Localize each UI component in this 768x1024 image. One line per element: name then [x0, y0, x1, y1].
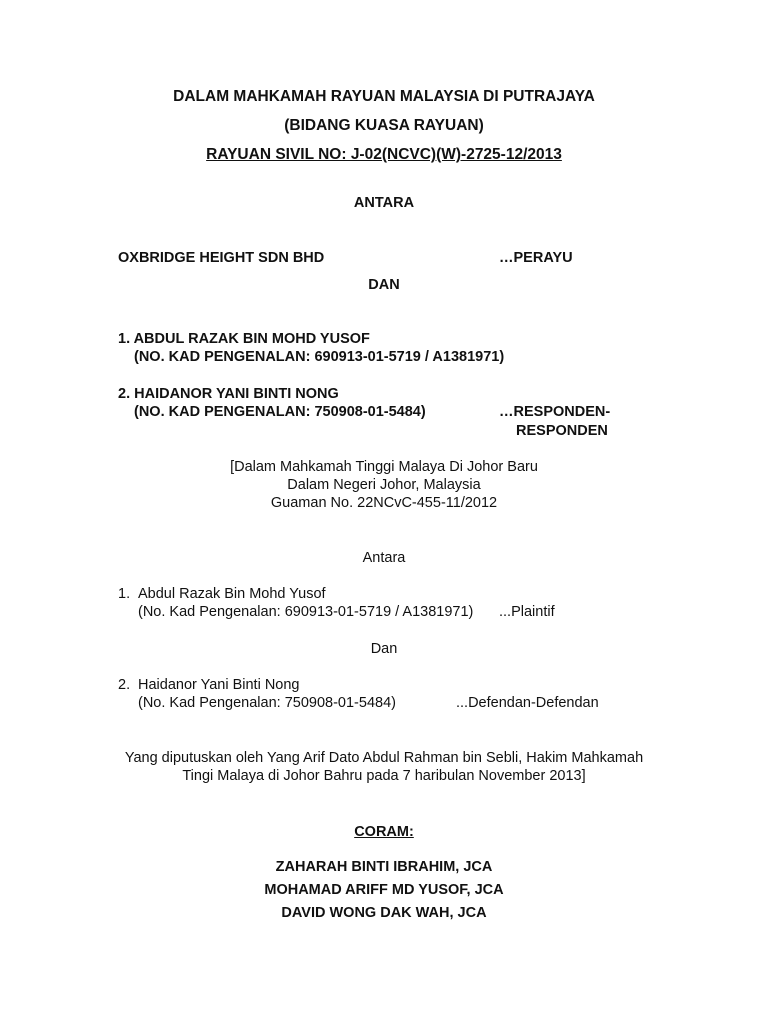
appellant-role: …PERAYU	[499, 250, 573, 266]
lower-court-line2: Dalam Negeri Johor, Malaysia	[287, 477, 481, 493]
coram-title: CORAM:	[354, 824, 414, 840]
respondent-role: …RESPONDEN-	[499, 404, 611, 420]
case-number: RAYUAN SIVIL NO: J-02(NCVC)(W)-2725-12/2013	[206, 146, 562, 163]
lower-and-label: Dan	[370, 641, 398, 657]
defendant-ic: (No. Kad Pengenalan: 750908-01-5484)	[138, 695, 396, 711]
plaintiff-role: ...Plaintif	[499, 604, 555, 620]
defendant-number: 2.	[118, 677, 131, 693]
court-title: DALAM MAHKAMAH RAYUAN MALAYSIA DI PUTRAJAYA	[173, 88, 595, 105]
coram-judge: ZAHARAH BINTI IBRAHIM, JCA	[275, 859, 493, 875]
defendant-role: ...Defendan-Defendan	[456, 695, 599, 711]
respondent2-ic: (NO. KAD PENGENALAN: 750908-01-5484)	[134, 404, 426, 420]
respondent1-name: 1. ABDUL RAZAK BIN MOHD YUSOF	[118, 331, 370, 347]
lower-court-line1: [Dalam Mahkamah Tinggi Malaya Di Johor Baru	[230, 459, 538, 475]
plaintiff-ic: (No. Kad Pengenalan: 690913-01-5719 / A1381971)	[138, 604, 474, 620]
coram-judge: DAVID WONG DAK WAH, JCA	[281, 905, 487, 921]
defendant-name: Haidanor Yani Binti Nong	[138, 677, 300, 693]
lower-court-suit-no: Guaman No. 22NCvC-455-11/2012	[270, 495, 498, 511]
respondent-role-cont: RESPONDEN	[516, 423, 608, 439]
between-label: ANTARA	[353, 195, 415, 211]
respondent2-name: 2. HAIDANOR YANI BINTI NONG	[118, 386, 339, 402]
appellant-name: OXBRIDGE HEIGHT SDN BHD	[118, 250, 325, 266]
decision-line1: Yang diputuskan oleh Yang Arif Dato Abdul Rahman bin Sebli, Hakim Mahkamah	[124, 750, 644, 766]
respondent1-ic: (NO. KAD PENGENALAN: 690913-01-5719 / A1381971)	[134, 349, 505, 365]
and-label: DAN	[368, 277, 400, 293]
jurisdiction-title: (BIDANG KUASA RAYUAN)	[284, 117, 484, 134]
decision-line2: Tingi Malaya di Johor Bahru pada 7 haribulan November 2013]	[182, 768, 586, 784]
plaintiff-number: 1.	[118, 586, 131, 602]
plaintiff-name: Abdul Razak Bin Mohd Yusof	[138, 586, 326, 602]
coram-judge: MOHAMAD ARIFF MD YUSOF, JCA	[264, 882, 504, 898]
lower-between-label: Antara	[362, 550, 406, 566]
